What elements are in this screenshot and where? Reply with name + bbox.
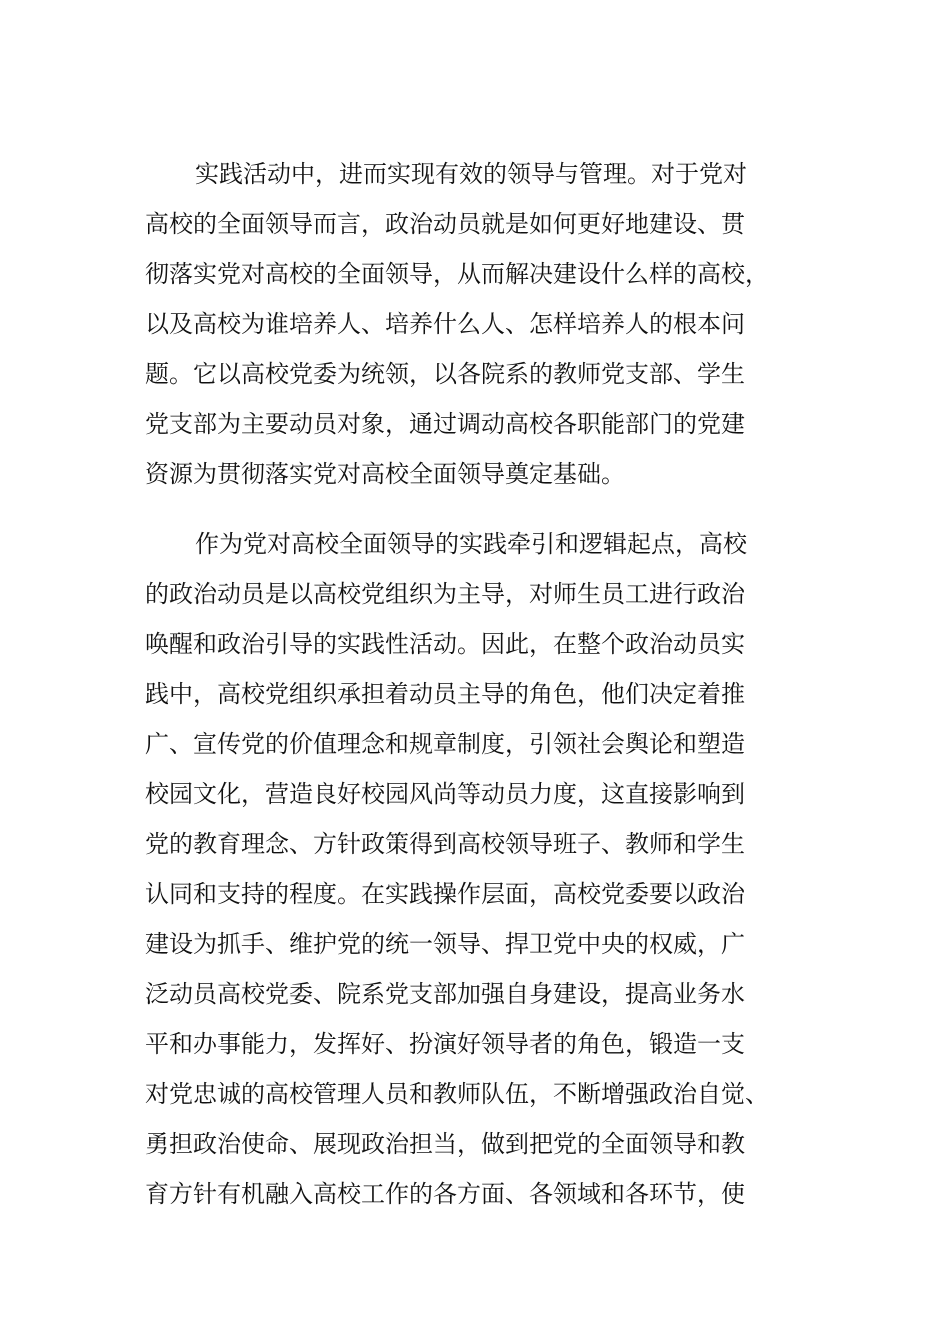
paragraph-2-line-2: 的政治动员是以高校党组织为主导，对师生员工进行政治 — [145, 580, 745, 608]
paragraph-2-line-12: 对党忠诚的高校管理人员和教师队伍，不断增强政治自觉、 — [145, 1080, 769, 1108]
paragraph-2-line-8: 认同和支持的程度。在实践操作层面，高校党委要以政治 — [145, 880, 745, 908]
paragraph-2-line-4: 践中，高校党组织承担着动员主导的角色，他们决定着推 — [145, 680, 745, 708]
paragraph-2-line-13: 勇担政治使命、展现政治担当，做到把党的全面领导和教 — [145, 1130, 745, 1158]
paragraph-2-line-3: 唤醒和政治引导的实践性活动。因此，在整个政治动员实 — [145, 630, 745, 658]
paragraph-2-line-5: 广、宣传党的价值理念和规章制度，引领社会舆论和塑造 — [145, 730, 745, 758]
paragraph-2-line-14: 育方针有机融入高校工作的各方面、各领域和各环节，使 — [145, 1180, 745, 1208]
paragraph-1 — [145, 149, 807, 499]
paragraph-1-line-4: 以及高校为谁培养人、培养什么人、怎样培养人的根本问 — [145, 310, 745, 338]
paragraph-1-line-6: 党支部为主要动员对象，通过调动高校各职能部门的党建 — [145, 410, 745, 438]
paragraph-2-line-9: 建设为抓手、维护党的统一领导、捍卫党中央的权威，广 — [145, 930, 745, 958]
paragraph-1-line-2: 高校的全面领导而言，政治动员就是如何更好地建设、贯 — [145, 210, 745, 238]
paragraph-1-line-3: 彻落实党对高校的全面领导，从而解决建设什么样的高校， — [145, 260, 769, 288]
paragraph-2-line-6: 校园文化，营造良好校园风尚等动员力度，这直接影响到 — [145, 780, 745, 808]
paragraph-2-line-11: 平和办事能力，发挥好、扮演好领导者的角色，锻造一支 — [145, 1030, 745, 1058]
paragraph-1-line-1: 实践活动中，进而实现有效的领导与管理。对于党对 — [195, 160, 747, 188]
paragraph-2-line-10: 泛动员高校党委、院系党支部加强自身建设，提高业务水 — [145, 980, 745, 1008]
paragraph-2-line-7: 党的教育理念、方针政策得到高校领导班子、教师和学生 — [145, 830, 745, 858]
paragraph-2-line-1: 作为党对高校全面领导的实践牵引和逻辑起点，高校 — [195, 530, 747, 558]
paragraph-1-line-7: 资源为贯彻落实党对高校全面领导奠定基础。 — [145, 460, 625, 488]
paragraph-1-line-5: 题。它以高校党委为统领，以各院系的教师党支部、学生 — [145, 360, 745, 388]
paragraph-2 — [145, 519, 807, 1219]
